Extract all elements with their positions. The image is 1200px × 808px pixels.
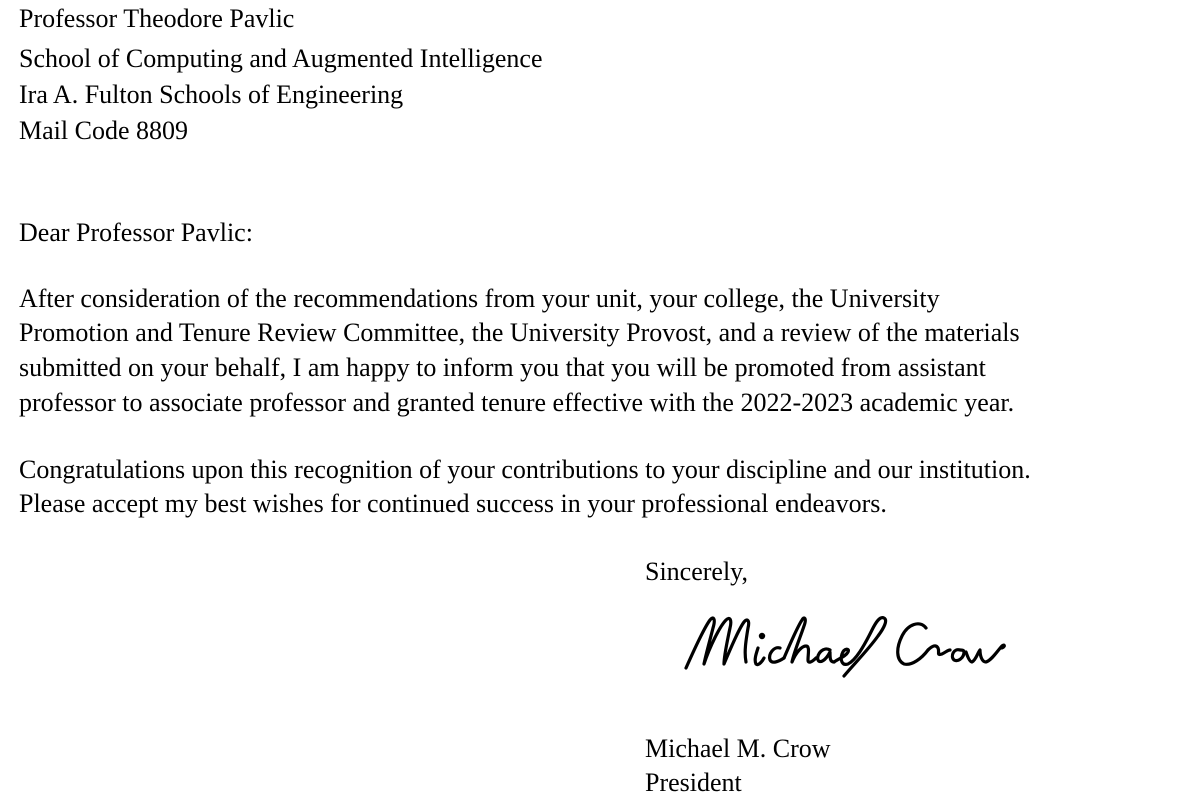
paragraph-line: Promotion and Tenure Review Committee, the University Provost, and a review of the materials (19, 318, 1020, 347)
recipient-name: Professor Theodore Pavlic (19, 4, 295, 33)
recipient-mail-code: Mail Code 8809 (19, 116, 188, 145)
paragraph-line: Please accept my best wishes for continued success in your professional endeavors. (19, 489, 887, 518)
signer-title: President (645, 768, 742, 797)
paragraph-line: professor to associate professor and granted tenure effective with the 2022-2023 academic year. (19, 388, 1015, 417)
handwritten-signature (680, 606, 1040, 686)
paragraph-line: Congratulations upon this recognition of your contributions to your discipline and our institution. (19, 455, 1031, 484)
closing: Sincerely, (645, 557, 748, 586)
recipient-school: Ira A. Fulton Schools of Engineering (19, 80, 404, 109)
paragraph-line: After consideration of the recommendations from your unit, your college, the University (19, 284, 940, 313)
signer-name: Michael M. Crow (645, 734, 831, 763)
recipient-department: School of Computing and Augmented Intelligence (19, 44, 543, 73)
salutation: Dear Professor Pavlic: (19, 218, 253, 247)
paragraph-line: submitted on your behalf, I am happy to inform you that you will be promoted from assistant (19, 353, 986, 382)
